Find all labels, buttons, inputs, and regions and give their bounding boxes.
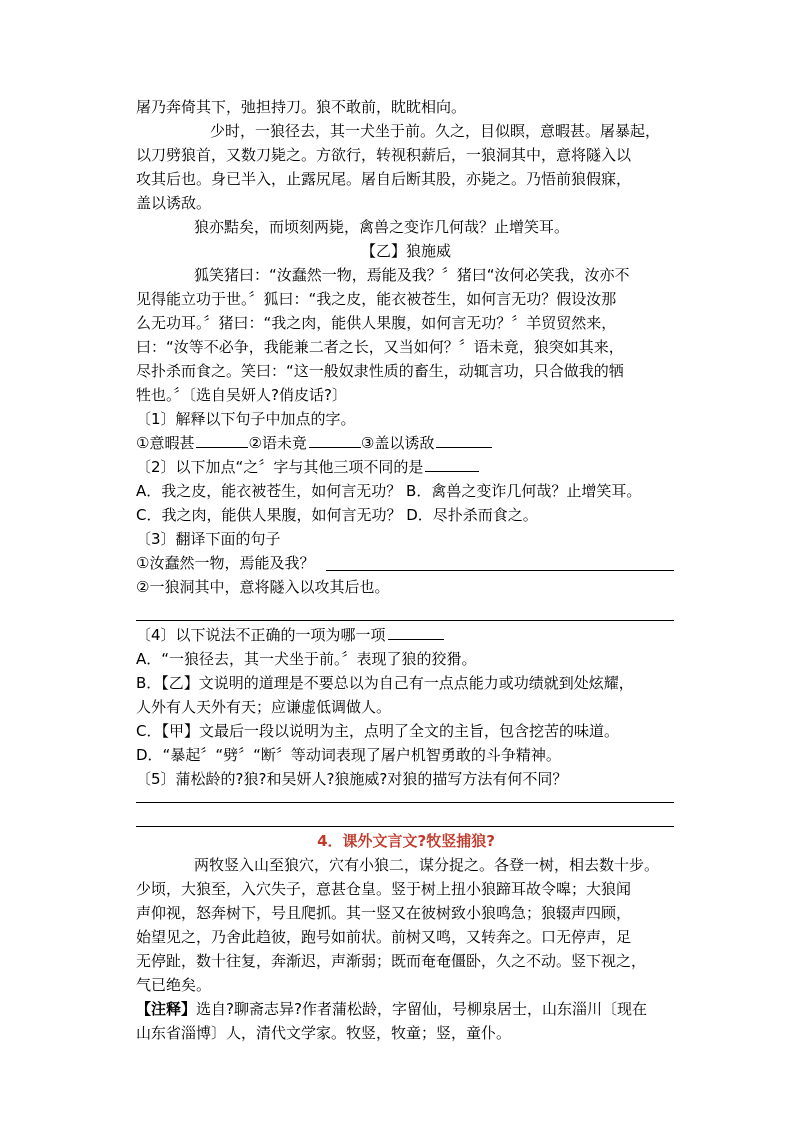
passage-b-heading: 【乙】狼施威	[360, 242, 451, 260]
q1-blank-2[interactable]	[309, 432, 361, 448]
question-1-items	[136, 432, 676, 454]
passage-b-line-5: 尽扑杀而食之。笑曰：“这一般奴隶性质的畜生，动辄言功，只合做我的牺	[136, 362, 624, 380]
question-2-options-ab: A．我之皮，能衣被苍生，如何言无功？ B．禽兽之变诈几何哉？止增笑耳。	[136, 482, 642, 500]
section-4-line-3: 声仰视，怒奔树下，号且爬抓。其一竖又在彼树致小狼鸣急；狼辍声四顾，	[136, 904, 632, 922]
question-3-2: ②一狼洞其中，意将隧入以攻其后也。	[136, 578, 390, 596]
question-3-1: ①汝蠢然一物，焉能及我？	[136, 554, 315, 572]
q1-blank-3[interactable]	[436, 432, 492, 448]
q3-2-answer-line[interactable]	[136, 620, 674, 621]
q1-item-3: ③盖以诱敌	[360, 434, 435, 452]
section-4-line-1: 两牧竖入山至狼穴，穴有小狼二，谋分捉之。各登一树，相去数十步。	[194, 856, 660, 874]
q5-answer-line-1[interactable]	[136, 802, 674, 803]
q1-item-1: ①意暇甚	[136, 434, 195, 452]
passage-b-line-2: 见得能立功于世。〞狐曰：“我之皮，能衣被苍生，如何言无功？假设汝那	[136, 290, 617, 308]
section-4-line-4: 始望见之，乃舍此趋彼，跑号如前状。前树又鸣，又转奔之。口无停声，足	[136, 928, 632, 946]
passage-a-line-3: 以刀劈狼首，又数刀毙之。方欲行，转视积薪后，一狼洞其中，意将隧入以	[136, 146, 632, 164]
question-4-option-d: D．“暴起〞“劈〞“断〞等动词表现了屠户机智勇敢的斗争精神。	[136, 746, 561, 764]
question-4-text: 〔4〕以下说法不正确的一项为哪一项	[136, 626, 386, 644]
passage-a-line-4: 攻其后也。身已半入，止露尻尾。屠自后断其股，亦毙之。乃悟前狼假寐，	[136, 170, 632, 188]
question-4-option-b-1: B．【乙】文说明的道理是不要总以为自己有一点点能力或功绩就到处炫耀，	[136, 674, 634, 692]
question-5: 〔5〕蒲松龄的?狼?和吴妍人?狼施威?对狼的描写方法有何不同？	[136, 770, 568, 788]
question-4-option-c: C．【甲】文最后一段以说明为主，点明了全文的主旨，包含挖苦的味道。	[136, 722, 619, 740]
passage-a-line-5: 盖以诱敌。	[136, 194, 212, 212]
q4-blank[interactable]	[388, 624, 444, 640]
section-4-note-2: 山东省淄博〕人，清代文学家。牧竖，牧童；竖，童仆。	[136, 1024, 512, 1042]
passage-b-line-4: 曰：“汝等不必争，我能兼二者之长，又当如何？〞语未竟，狼突如其来，	[136, 338, 624, 356]
q3-1-answer-line[interactable]	[326, 570, 674, 571]
section-4-title: 4．课外文言文?牧竖捕狼?	[317, 832, 495, 850]
section-4-line-2: 少顷，大狼至，入穴失子，意甚仓皇。竖于树上扭小狼蹄耳故令嗥；大狼闻	[136, 880, 632, 898]
section-4-note-1	[136, 998, 676, 1020]
section-4-line-5: 无停趾，数十往复，奔渐迟，声渐弱；既而奄奄僵卧，久之不动。竖下视之，	[136, 952, 647, 970]
question-2-options-cd: C．我之肉，能供人果腹，如何言无功？ D．尽扑杀而食之。	[136, 506, 538, 524]
q2-blank[interactable]	[425, 456, 479, 472]
passage-b-line-6: 牲也。〞〔选自吴妍人?俏皮话?〕	[136, 386, 347, 404]
note-text-1: 选自?聊斋志异?作者蒲松龄，字留仙，号柳泉居士，山东淄川〔现在	[196, 1000, 647, 1018]
question-4	[136, 624, 676, 646]
passage-b-line-1: 狐笑猪曰：“汝蠢然一物，焉能及我？〞猪曰“汝何必笑我，汝亦不	[194, 266, 630, 284]
question-1: 〔1〕解释以下句子中加点的字。	[136, 410, 356, 428]
section-4-line-6: 气已绝矣。	[136, 976, 212, 994]
question-4-option-b-2: 人外有人天外有天；应谦虚低调做人。	[136, 698, 392, 716]
q5-answer-line-2[interactable]	[136, 826, 674, 827]
passage-a-line-1: 屠乃奔倚其下，弛担持刀。狼不敢前，眈眈相向。	[136, 98, 467, 116]
passage-a-line-2: 少时，一狼径去，其一犬坐于前。久之，目似瞑，意暇甚。屠暴起，	[210, 122, 661, 140]
q1-item-2: ②语未竟	[248, 434, 307, 452]
q1-blank-1[interactable]	[196, 432, 248, 448]
note-label: 【注释】	[136, 1000, 197, 1018]
passage-b-line-3: 么无功耳。〞猪曰：“我之肉，能供人果腹，如何言无功？〞羊贸贸然来，	[136, 314, 617, 332]
question-3: 〔3〕翻译下面的句子	[136, 530, 281, 548]
question-2-text: 〔2〕以下加点“之〞字与其他三项不同的是	[136, 458, 424, 476]
question-2	[136, 456, 676, 478]
question-4-option-a: A．“一狼径去，其一犬坐于前。〞表现了狼的狡猾。	[136, 650, 477, 668]
passage-a-line-6: 狼亦黠矣，而顷刻两毙，禽兽之变诈几何哉？止增笑耳。	[194, 218, 570, 236]
